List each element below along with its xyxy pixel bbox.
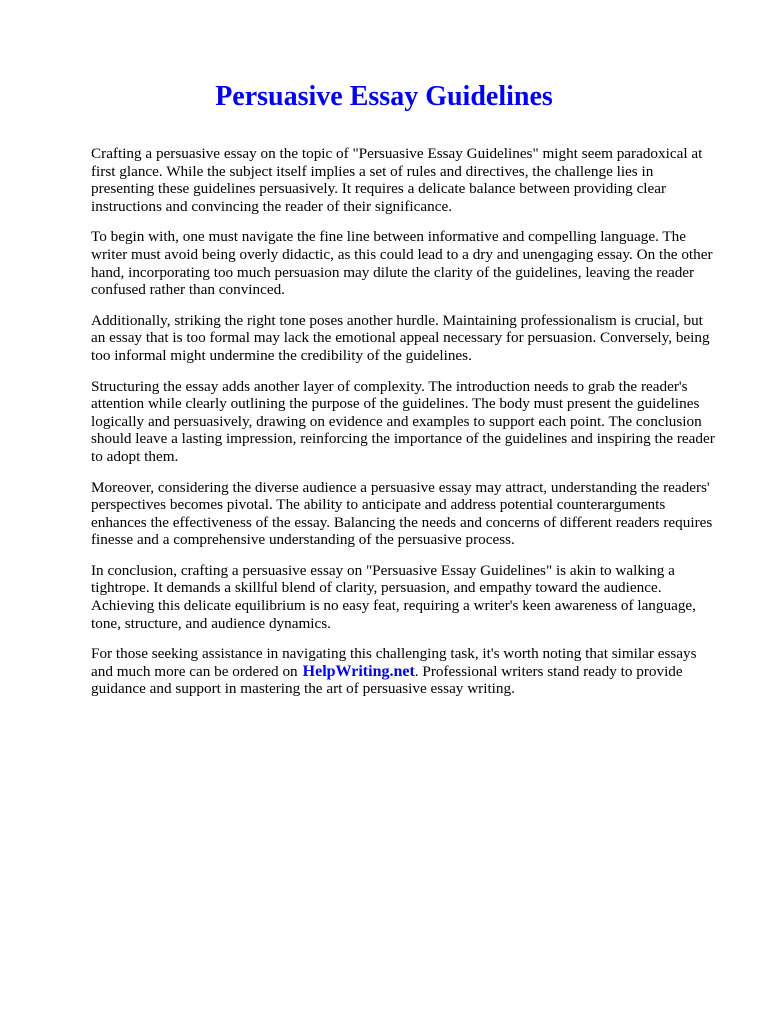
paragraph-1: Crafting a persuasive essay on the topic of "Persuasive Essay Guidelines" might seem paradoxical at first glance. While the subject itself implies a set of rules and directives, the challenge lies in presenting these guidelines persuasively. It requires a delicate balance between providing clear instructions and convincing the reader of their significance. <box>91 145 703 215</box>
paragraph-3: Additionally, striking the right tone poses another hurdle. Maintaining professionalism is crucial, but an essay that is too formal may lack the emotional appeal necessary for persuasion. Conversely, being too informal might undermine the credibility of the guidelines. <box>91 311 710 364</box>
paragraph-2: To begin with, one must navigate the fine line between informative and compelling language. The writer must avoid being overly didactic, as this could lead to a dry and unengaging essay. On the other hand, incorporating too much persuasion may dilute the clarity of the guidelines, leaving the reader confused rather than convinced. <box>91 228 713 299</box>
closing-paragraph <box>91 645 716 698</box>
paragraph-6: In conclusion, crafting a persuasive essay on "Persuasive Essay Guidelines" is akin to walking a tightrope. It demands a skillful blend of clarity, persuasion, and empathy toward the audience. Achieving this delicate equilibrium is no easy feat, requiring a writer's keen awareness of language, tone, structure, and audience dynamics. <box>91 561 696 632</box>
paragraph-4: Structuring the essay adds another layer of complexity. The introduction needs to grab the reader's attention while clearly outlining the purpose of the guidelines. The body must present the guidelines logically and persuasively, drawing on evidence and examples to support each point. The conclusion should leave a lasting impression, reinforcing the importance of the guidelines and inspiring the reader to adopt them. <box>91 377 715 465</box>
page-title: Persuasive Essay Guidelines <box>215 81 553 112</box>
essay-body <box>91 145 716 711</box>
helpwriting-link[interactable]: HelpWriting.net <box>302 662 415 680</box>
paragraph-5: Moreover, considering the diverse audience a persuasive essay may attract, understanding the readers' perspectives becomes pivotal. The ability to anticipate and address potential counterarguments enhances the effectiveness of the essay. Balancing the needs and concerns of different readers requires finesse and a comprehensive understanding of the persuasive process. <box>91 478 713 549</box>
closing-text-after-link: . Professional writers stand ready to provide guidance and support in mastering the art of persuasive essay writing. <box>91 662 683 698</box>
closing-text-before-link: For those seeking assistance in navigating this challenging task, it's worth noting that similar essays and much more can be ordered on <box>91 645 697 680</box>
